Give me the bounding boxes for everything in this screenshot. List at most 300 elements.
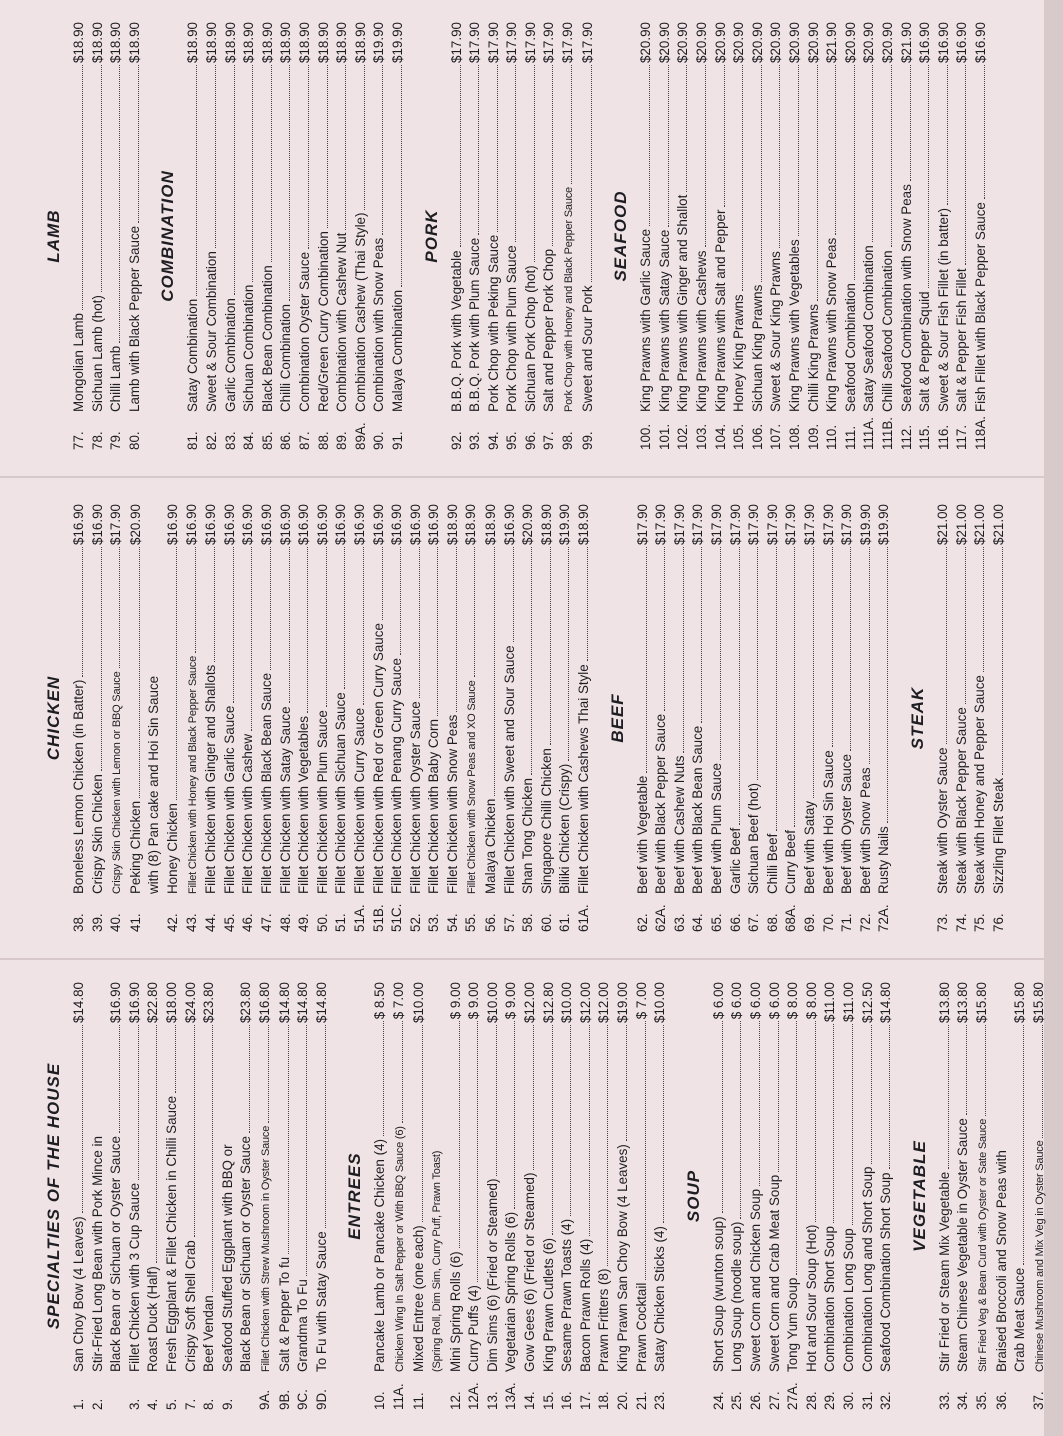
item-price: $14.80 xyxy=(276,982,292,1023)
item-number: 115. xyxy=(917,424,933,450)
menu-item xyxy=(935,22,954,450)
item-name: Chilli Lamb xyxy=(108,345,124,412)
item-name: Mixed Entree (one each) xyxy=(410,1225,426,1372)
dot-leader xyxy=(496,1025,497,1176)
menu-item xyxy=(767,22,786,450)
item-name: Combination Long and Short Soup xyxy=(859,1166,875,1372)
item-number: 40. xyxy=(108,913,124,932)
section-soup xyxy=(684,982,896,1410)
item-price: $16.90 xyxy=(296,504,312,545)
item-price: $ 8.00 xyxy=(785,982,801,1020)
item-number: 105. xyxy=(731,423,747,450)
menu-item xyxy=(389,22,408,450)
item-price: $21.90 xyxy=(898,22,914,63)
item-number: 47. xyxy=(258,913,274,932)
dot-leader xyxy=(965,547,966,704)
item-name: Mini Spring Rolls (6) xyxy=(447,1251,463,1372)
item-price: $16.90 xyxy=(407,504,423,545)
item-price: $ 6.00 xyxy=(748,982,763,1020)
menu-item xyxy=(219,982,238,1410)
item-number: 117. xyxy=(954,424,970,450)
menu-item xyxy=(749,22,768,450)
item-price: $21.00 xyxy=(934,504,950,545)
dot-leader xyxy=(947,65,948,205)
menu-item xyxy=(745,504,764,932)
item-name: Seafood Stuffed Eggplant with BBQ or xyxy=(219,1144,235,1372)
item-name: Black Bean or Sichuan or Oyster Sauce xyxy=(238,1136,254,1372)
item-name: Fillet Chicken with Baby Corn xyxy=(426,719,442,894)
section-entrees xyxy=(345,982,670,1410)
item-name: Stir Fried Veg & Bean Curd with Oyster or Sate Sauce xyxy=(976,1118,989,1372)
menu-item xyxy=(407,504,426,932)
fold-line xyxy=(0,476,1044,478)
item-number: 20. xyxy=(615,1391,631,1410)
item-number: 16. xyxy=(559,1391,575,1410)
item-name: Tong Yum Soup xyxy=(785,1277,801,1372)
item-number: 82. xyxy=(203,431,219,450)
dot-leader xyxy=(251,547,252,731)
item-name: King Prawns with Salt and Pepper xyxy=(712,209,728,412)
item-number: 97. xyxy=(541,431,557,450)
menu-item xyxy=(89,504,108,932)
menu-item xyxy=(107,504,127,932)
section-title: SEAFOOD xyxy=(611,190,631,282)
item-price: $15.80 xyxy=(1012,982,1028,1023)
item-name: Mongolian Lamb xyxy=(71,312,86,412)
menu-item xyxy=(859,982,878,1410)
dot-leader xyxy=(268,1025,269,1123)
item-price: $ 6.00 xyxy=(766,982,782,1020)
item-name: Fillet Chicken with Cashew xyxy=(240,733,256,894)
section-beef xyxy=(608,504,894,932)
item-price: $16.90 xyxy=(164,504,180,545)
section-pork xyxy=(422,22,598,450)
menu-item xyxy=(127,504,146,932)
item-name: Beef with Satay xyxy=(801,800,817,894)
menu-item xyxy=(821,982,840,1410)
item-price: $23.80 xyxy=(201,982,217,1023)
menu-column-3 xyxy=(44,22,1005,450)
item-number: 35. xyxy=(973,1391,989,1410)
item-number: 31. xyxy=(859,1391,875,1410)
item-price: $17.90 xyxy=(764,504,780,545)
item-number: 12. xyxy=(447,1391,463,1410)
section-title: PORK xyxy=(421,209,441,263)
item-name: Steak with Honey and Pepper Sauce xyxy=(972,675,988,894)
dot-leader xyxy=(477,1021,478,1282)
item-price: $ 9.00 xyxy=(466,982,482,1020)
menu-item xyxy=(875,504,894,932)
item-price: $17.90 xyxy=(485,22,501,63)
menu-column-2 xyxy=(44,504,1022,932)
dot-leader xyxy=(515,65,516,242)
item-price: $16.90 xyxy=(935,22,951,63)
dot-leader xyxy=(568,547,569,761)
menu-item xyxy=(501,504,520,932)
item-number: 70. xyxy=(820,913,836,932)
menu-item xyxy=(934,504,953,932)
item-price: $20.90 xyxy=(638,22,654,63)
dot-leader xyxy=(705,65,706,248)
menu-item xyxy=(519,504,538,932)
item-number: 30. xyxy=(840,1391,856,1410)
menu-item xyxy=(538,504,557,932)
item-name: Fillet Chicken with Curry Sauce xyxy=(351,707,367,894)
dot-leader xyxy=(798,65,799,236)
item-name: Fillet Chicken with Oyster Sauce xyxy=(407,701,423,894)
item-price: $18.90 xyxy=(89,22,105,63)
dot-leader xyxy=(119,1025,120,1133)
dot-leader xyxy=(646,547,647,773)
item-price: $19.90 xyxy=(557,504,573,545)
item-price: $16.90 xyxy=(426,504,442,545)
item-price: $20.90 xyxy=(787,22,802,63)
item-number: 94. xyxy=(485,431,501,450)
item-name: Sweet Corn and Crab Meat Soup xyxy=(766,1174,782,1372)
dot-leader xyxy=(270,547,271,670)
menu-item xyxy=(239,504,258,932)
dot-leader xyxy=(138,65,139,223)
dot-leader xyxy=(533,1025,534,1170)
menu-item xyxy=(202,504,221,932)
menu-item xyxy=(993,982,1012,1410)
dot-leader xyxy=(720,547,721,760)
item-name: Fish Fillet with Black Pepper Sauce xyxy=(972,202,988,412)
dot-leader xyxy=(757,547,758,780)
item-price: $18.90 xyxy=(222,22,238,63)
item-number: 116. xyxy=(935,424,951,450)
item-price: $18.90 xyxy=(241,22,257,63)
item-price: $16.90 xyxy=(389,504,405,545)
item-number: 103. xyxy=(694,423,710,450)
item-name: Satay Seafood Combination xyxy=(861,245,877,412)
dot-leader xyxy=(1042,1025,1043,1138)
item-name: Honey King Prawns xyxy=(731,294,747,412)
item-number: 43. xyxy=(183,913,199,932)
item-name: Pork Chop with Peking Sauce xyxy=(485,234,501,412)
dot-leader xyxy=(514,1021,515,1209)
dot-leader xyxy=(571,65,572,184)
dot-leader xyxy=(382,547,383,620)
item-price: $10.00 xyxy=(652,982,668,1023)
item-name: Chilli Beef xyxy=(764,833,780,894)
item-price: $17.90 xyxy=(801,504,817,545)
item-number: 62. xyxy=(634,913,650,932)
item-number: 102. xyxy=(675,423,691,450)
item-number: 11. xyxy=(410,1392,426,1410)
item-price: $18.90 xyxy=(185,22,201,63)
item-price: $19.90 xyxy=(371,22,387,63)
menu-item xyxy=(144,982,163,1410)
menu-item xyxy=(857,504,876,932)
item-price: $20.90 xyxy=(712,22,728,63)
item-name: Lamb with Black Pepper Sauce xyxy=(126,225,142,412)
item-name: (Spring Roll, Dim Sim, Curry Puff, Prawn Toast) xyxy=(431,1150,444,1372)
item-name: Salt & Pepper Fish Fillet xyxy=(954,268,970,412)
menu-item xyxy=(70,982,89,1410)
dot-leader xyxy=(966,1025,967,1115)
item-name: Fillet Chicken with Strew Mushroom in Oyster Sauce xyxy=(259,1125,272,1372)
item-name: Combination with Cashew Nut xyxy=(334,232,350,412)
item-name: Boneless Lemon Chicken (in Batter) xyxy=(71,679,86,894)
dot-leader xyxy=(101,547,102,771)
item-name: Beef with Hoi Sin Sauce xyxy=(820,750,836,894)
menu-item xyxy=(633,982,652,1410)
item-price: $17.90 xyxy=(467,22,483,63)
menu-item xyxy=(447,982,466,1410)
item-name: Beef with Black Bean Sauce xyxy=(690,725,706,894)
dot-leader xyxy=(910,65,911,181)
dot-leader xyxy=(645,1021,646,1279)
section-chicken xyxy=(44,504,594,932)
item-price: $19.90 xyxy=(876,504,892,545)
dot-leader xyxy=(724,65,725,207)
item-name: Braised Broccoli and Snow Peas with xyxy=(993,1150,1009,1372)
item-price: $18.90 xyxy=(444,504,460,545)
dot-leader xyxy=(249,1025,250,1133)
dot-leader xyxy=(948,1025,949,1169)
item-name: King Prawn Cutlets (6) xyxy=(540,1238,556,1372)
item-number: 48. xyxy=(277,913,293,932)
dot-leader xyxy=(400,547,401,655)
menu-item xyxy=(203,22,222,450)
menu-item xyxy=(107,22,126,450)
item-price: $17.90 xyxy=(839,504,855,545)
item-price: $16.90 xyxy=(126,982,142,1023)
item-name: Biliki Chicken (Crispy) xyxy=(557,763,573,894)
item-price: $18.90 xyxy=(126,22,142,63)
item-name: Sesame Prawn Toasts (4) xyxy=(559,1218,575,1372)
item-name: Fillet Chicken with Garlic Sauce xyxy=(221,705,237,894)
menu-item xyxy=(371,982,390,1410)
dot-leader xyxy=(813,547,814,798)
dot-leader xyxy=(156,1025,157,1263)
dot-leader xyxy=(195,547,196,653)
dot-leader xyxy=(326,547,327,707)
dot-leader xyxy=(869,547,870,764)
menu-item xyxy=(823,22,842,450)
menu-item xyxy=(559,22,579,450)
item-number: 56. xyxy=(483,913,499,932)
dot-leader xyxy=(271,65,272,262)
menu-item xyxy=(671,504,690,932)
item-name: Satay Combination xyxy=(185,298,201,412)
item-number: 9D. xyxy=(313,1389,329,1410)
menu-item xyxy=(351,504,370,932)
item-name: Crispy Soft Shell Crab xyxy=(182,1240,198,1372)
item-number: 53. xyxy=(426,913,442,932)
item-number: 26. xyxy=(748,1391,763,1410)
item-name: Fillet Chicken with Sichuan Sauce xyxy=(333,692,349,894)
dot-leader xyxy=(668,65,669,227)
item-name: Garlic Beef xyxy=(727,827,743,894)
menu-item xyxy=(333,22,352,450)
item-name: King Prawns with Ginger and Shallot xyxy=(675,194,691,412)
item-name: Hot and Sour Soup (Hot) xyxy=(803,1224,819,1372)
item-number: 28. xyxy=(803,1391,819,1410)
menu-item xyxy=(256,982,276,1410)
item-price: $17.90 xyxy=(634,504,650,545)
item-number: 108. xyxy=(787,423,802,450)
item-number: 12A. xyxy=(466,1382,482,1410)
dot-leader xyxy=(817,65,818,301)
menu-item xyxy=(936,982,955,1410)
item-price: $18.90 xyxy=(278,22,294,63)
item-price: $20.90 xyxy=(749,22,765,63)
menu-item xyxy=(689,504,708,932)
item-name: Seafood Combination with Snow Peas xyxy=(898,184,914,412)
menu-item xyxy=(877,982,896,1410)
item-number: 49. xyxy=(296,913,312,932)
dot-leader xyxy=(587,547,588,661)
item-number: 39. xyxy=(89,913,105,932)
item-price: $17.90 xyxy=(108,504,124,545)
menu-item xyxy=(485,22,504,450)
menu-item xyxy=(656,22,675,450)
item-number: 57. xyxy=(501,913,517,932)
item-number: 3. xyxy=(126,1398,142,1410)
dot-leader xyxy=(402,1021,403,1123)
section-steak xyxy=(908,504,1008,932)
item-number: 77. xyxy=(71,431,86,450)
item-price: $17.90 xyxy=(504,22,520,63)
menu-column-1 xyxy=(44,982,1063,1410)
dot-leader xyxy=(460,65,461,248)
dot-leader xyxy=(214,547,215,662)
menu-item xyxy=(990,504,1009,932)
item-price: $14.80 xyxy=(313,982,329,1023)
menu-item xyxy=(237,982,256,1410)
item-price: $19.90 xyxy=(857,504,873,545)
item-name: To Fu with Satay Sauce xyxy=(313,1231,329,1372)
item-number: 75. xyxy=(972,913,988,932)
dot-leader xyxy=(778,1021,779,1172)
menu-item xyxy=(370,504,389,932)
item-name: with (8) Pan cake and Hoi Sin Sauce xyxy=(146,675,162,894)
menu-item xyxy=(708,504,727,932)
dot-leader xyxy=(531,547,532,775)
item-number: 72A. xyxy=(876,904,892,932)
item-number: 93. xyxy=(467,431,483,450)
menu-item xyxy=(410,982,429,1410)
dot-leader xyxy=(494,547,495,796)
item-price: $18.90 xyxy=(352,22,368,63)
menu-item xyxy=(838,504,857,932)
item-number: 111A. xyxy=(861,416,877,450)
menu-item xyxy=(820,504,839,932)
item-number: 81. xyxy=(185,431,201,450)
menu-item xyxy=(728,982,747,1410)
item-name: Prawn Fritters (8) xyxy=(596,1268,612,1372)
item-name: Combination Oyster Sauce xyxy=(296,251,312,412)
item-price: $18.90 xyxy=(483,504,499,545)
dot-leader xyxy=(686,65,687,192)
item-price: $12.00 xyxy=(596,982,612,1023)
dot-leader xyxy=(832,547,833,747)
section-title: ENTREES xyxy=(345,1152,365,1240)
item-name: Steam Chinese Vegetable in Oyster Sauce xyxy=(955,1118,971,1372)
dot-leader xyxy=(437,547,438,716)
item-price: $14.80 xyxy=(71,982,86,1023)
dot-leader xyxy=(983,547,984,672)
item-name: Salt and Pepper Pork Chop xyxy=(541,248,557,412)
menu-item xyxy=(652,504,671,932)
item-name: Rusty Nails xyxy=(876,826,892,894)
dot-leader xyxy=(345,65,346,230)
item-price: $17.90 xyxy=(820,504,836,545)
item-number: 11A. xyxy=(390,1383,406,1410)
item-name: Long Soup (noodle soup) xyxy=(729,1221,745,1372)
item-name: Pancake Lamb or Pancake Chicken (4) xyxy=(372,1139,388,1372)
item-price: $17.90 xyxy=(709,504,724,545)
menu-item xyxy=(222,22,241,450)
item-price: $19.00 xyxy=(615,982,631,1023)
dot-leader xyxy=(984,65,985,199)
item-number: 13A. xyxy=(503,1382,519,1410)
item-name: Combination Cashew (Thai Style) xyxy=(352,212,368,412)
item-price: $20.90 xyxy=(675,22,691,63)
menu-item xyxy=(730,22,749,450)
item-name: Beef with Plum Sauce xyxy=(709,763,724,894)
item-price: $16.90 xyxy=(183,504,199,545)
menu-item xyxy=(712,22,731,450)
dot-leader xyxy=(422,1025,423,1222)
item-name: Sweet Corn and Chicken Soup xyxy=(748,1188,763,1372)
item-price: $11.00 xyxy=(822,982,838,1022)
item-name: Curry Puffs (4) xyxy=(466,1285,482,1372)
item-price: $ 8.00 xyxy=(803,982,819,1020)
menu-item xyxy=(145,504,164,932)
item-price: $20.90 xyxy=(656,22,672,63)
item-price: $17.90 xyxy=(783,504,799,545)
dot-leader xyxy=(1002,547,1003,775)
item-number: 112. xyxy=(898,424,914,450)
item-name: Fillet Chicken with Satay Sauce xyxy=(277,706,293,894)
dot-leader xyxy=(552,65,553,246)
item-number: 79. xyxy=(108,431,124,450)
item-name: Red/Green Curry Combination xyxy=(315,231,331,412)
menu-item xyxy=(294,982,313,1410)
item-price: $ 6.00 xyxy=(710,982,726,1020)
item-number: 44. xyxy=(203,913,219,932)
item-price: $16.90 xyxy=(972,22,988,63)
item-name: Fillet Chicken with Plum Sauce xyxy=(314,710,330,894)
item-number: 9C. xyxy=(295,1389,311,1410)
item-name: Crispy Skin Chicken xyxy=(89,774,105,894)
item-name: Crab Meat Sauce xyxy=(1012,1267,1028,1372)
item-number: 61A. xyxy=(576,904,592,932)
item-price: $16.90 xyxy=(221,504,237,545)
menu-item xyxy=(971,504,990,932)
menu-item xyxy=(184,22,203,450)
item-name: Curry Beef xyxy=(783,830,799,894)
item-price: $19.90 xyxy=(389,22,405,63)
item-price: $20.90 xyxy=(127,504,143,545)
menu-item xyxy=(466,22,485,450)
menu-item xyxy=(70,22,89,450)
item-name: Sichuan Pork Chop (hot) xyxy=(522,265,538,412)
item-number: 106. xyxy=(749,423,765,450)
item-name: Fillet Chicken with Snow Peas and XO Sauce xyxy=(466,680,479,894)
menu-item xyxy=(575,504,594,932)
item-name: King Prawn San Choy Bow (4 Leaves) xyxy=(615,1144,631,1372)
item-name: Fillet Chicken with Sweet and Sour Sauce xyxy=(501,645,517,894)
dot-leader xyxy=(82,1025,83,1213)
menu-item xyxy=(164,504,183,932)
item-name: Roast Duck (Half) xyxy=(145,1266,161,1372)
item-number: 27A. xyxy=(785,1382,801,1410)
dot-leader xyxy=(872,65,873,242)
